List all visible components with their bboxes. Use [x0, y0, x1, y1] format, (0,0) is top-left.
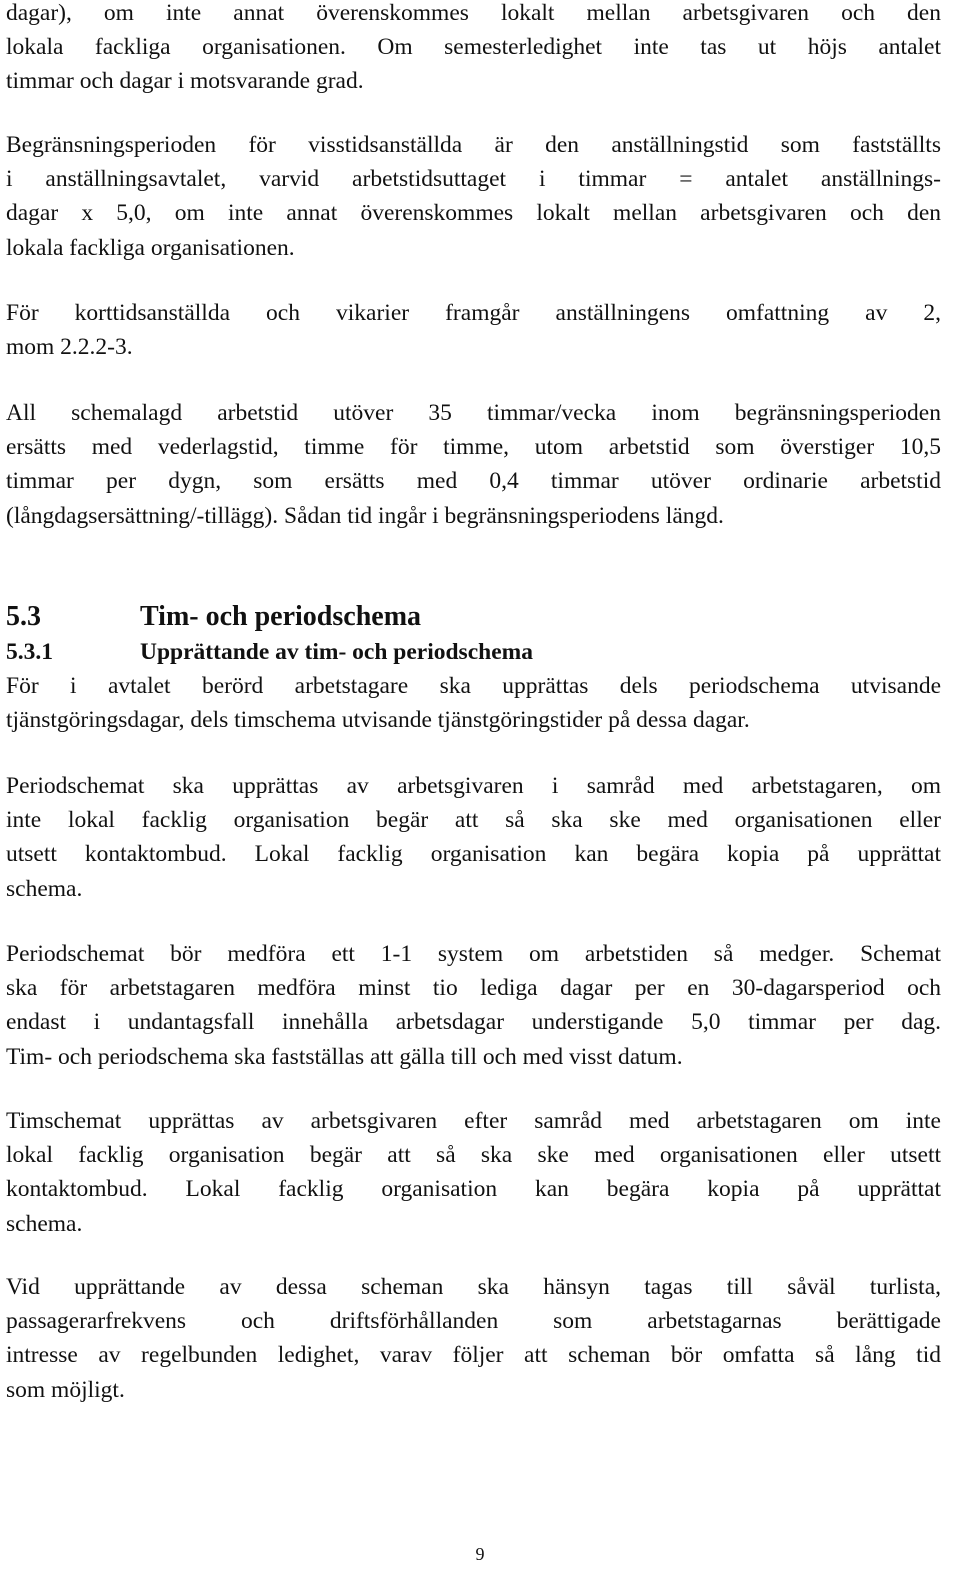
paragraph-korttidsanstallda: [6, 296, 941, 364]
text-line: All schemalagd arbetstid utöver 35 timmar/vecka inom begränsningsperioden: [6, 400, 941, 426]
text-line: Tim- och periodschema ska fastställas att gälla till och med visst datum.: [6, 1043, 683, 1070]
paragraph-periodschemat-upprattas: [6, 769, 941, 906]
text-line: Timschemat upprättas av arbetsgivaren efter samråd med arbetstagaren om inte: [6, 1108, 941, 1134]
text-line: ska för arbetstagaren medföra minst tio lediga dagar per en 30-dagarsperiod och: [6, 975, 941, 1002]
paragraph-timschemat: [6, 1104, 941, 1241]
text-line: schema.: [6, 875, 83, 902]
page-number: 9: [475, 1544, 485, 1564]
paragraph-schemalagd-arbetstid: [6, 396, 941, 533]
text-line: timmar per dygn, som ersätts med 0,4 timmar utöver ordinarie arbetstid: [6, 468, 941, 495]
subsection-heading: [6, 637, 533, 667]
text-line: timmar och dagar i motsvarande grad.: [6, 68, 364, 95]
text-line: som möjligt.: [6, 1376, 125, 1403]
text-line: Periodschemat ska upprättas av arbetsgivaren i samråd med arbetstagaren, om: [6, 773, 941, 799]
text-line: Vid upprättande av dessa scheman ska hänsyn tagas till såväl turlista,: [6, 1274, 941, 1300]
text-line: lokal facklig organisation begär att så ska ske med organisationen eller utsett: [6, 1142, 941, 1169]
paragraph-periodschemat-medfora: [6, 937, 941, 1074]
text-line: i anställningsavtalet, varvid arbetstidsuttaget i timmar = antalet anställnings-: [6, 166, 941, 193]
text-line: utsett kontaktombud. Lokal facklig organisation kan begära kopia på upprättat: [6, 841, 941, 868]
paragraph-berord-arbetstagare: [6, 669, 941, 737]
text-line: mom 2.2.2-3.: [6, 334, 133, 361]
text-line: lokala fackliga organisationen.: [6, 234, 295, 261]
text-line: (långdagsersättning/-tillägg). Sådan tid ingår i begränsningsperiodens längd.: [6, 502, 724, 529]
text-line: endast i undantagsfall innehålla arbetsdagar understigande 5,0 timmar per dag.: [6, 1009, 941, 1036]
paragraph-begransningsperiod-visstid: [6, 128, 941, 265]
text-line: För i avtalet berörd arbetstagare ska upprättas dels periodschema utvisande: [6, 673, 941, 699]
text-line: inte lokal facklig organisation begär att så ska ske med organisationen eller: [6, 807, 941, 834]
text-line: Begränsningsperioden för visstidsanställda är den anställningstid som fastställts: [6, 132, 941, 158]
subsection-title: Upprättande av tim- och periodschema: [140, 639, 533, 665]
text-line: passagerarfrekvens och driftsförhållanden som arbetstagarnas berättigade: [6, 1308, 941, 1335]
text-line: dagar), om inte annat överenskommes lokalt mellan arbetsgivaren och den: [6, 0, 941, 26]
section-title: Tim- och periodschema: [140, 601, 422, 632]
subsection-number: 5.3.1: [6, 639, 53, 665]
text-line: tjänstgöringsdagar, dels timschema utvisande tjänstgöringstider på dessa dagar.: [6, 707, 750, 734]
text-line: intresse av regelbunden ledighet, varav följer att scheman bör omfatta så lång tid: [6, 1342, 941, 1369]
section-number: 5.3: [6, 601, 41, 632]
text-line: lokala fackliga organisationen. Om semesterledighet inte tas ut höjs antalet: [6, 34, 941, 61]
text-line: kontaktombud. Lokal facklig organisation kan begära kopia på upprättat: [6, 1176, 941, 1203]
text-line: dagar x 5,0, om inte annat överenskommes lokalt mellan arbetsgivaren och den: [6, 200, 941, 227]
paragraph-vid-upprattande: [6, 1270, 941, 1407]
text-line: ersätts med vederlagstid, timme för timme, utom arbetstid som överstiger 10,5: [6, 434, 941, 461]
paragraph-semester: [6, 0, 941, 99]
text-line: För korttidsanställda och vikarier framgår anställningens omfattning av 2,: [6, 300, 941, 326]
section-heading: [6, 600, 421, 634]
text-line: Periodschemat bör medföra ett 1-1 system om arbetstiden så medger. Schemat: [6, 941, 941, 967]
text-line: schema.: [6, 1210, 83, 1237]
